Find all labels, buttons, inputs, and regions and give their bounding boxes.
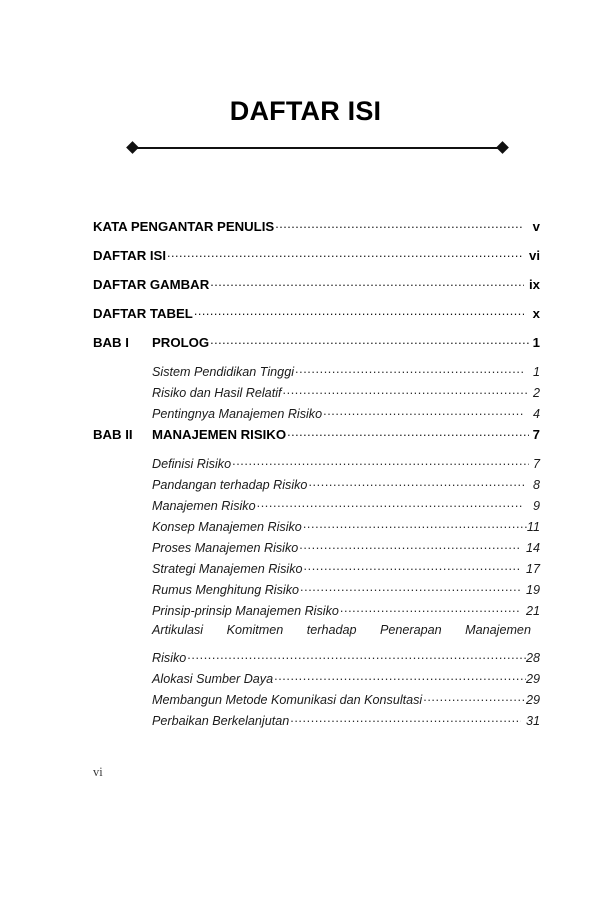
toc-row-subentry[interactable] [93, 670, 540, 691]
dot-leader [423, 691, 526, 704]
toc-entry-page: 14 [525, 540, 540, 555]
dot-leader [187, 649, 526, 662]
toc-row-front-matter[interactable] [93, 305, 540, 334]
toc-row-subentry[interactable] [93, 497, 540, 518]
dot-leader [167, 247, 524, 260]
toc-row-subentry-wrapped-line1[interactable] [93, 623, 540, 649]
toc-row-subentry[interactable] [93, 405, 540, 426]
chapter-number: BAB II [93, 427, 133, 443]
toc-entry-page: 29 [525, 671, 540, 686]
toc-entry-page: 1 [532, 335, 540, 351]
toc-entry-label: Konsep Manajemen Risiko [152, 519, 302, 534]
toc-entry-label: Membangun Metode Komunikasi dan Konsultasi [152, 692, 423, 707]
toc-entry-page: 19 [525, 582, 540, 597]
wrapped-entry-words [152, 623, 540, 637]
toc-entry-label: Pentingnya Manajemen Risiko [152, 406, 323, 421]
toc-entry-page: 9 [532, 498, 540, 513]
dot-leader [275, 218, 524, 231]
toc-row-subentry[interactable] [93, 691, 540, 712]
dot-leader [274, 670, 526, 683]
wrapped-word: Artikulasi [152, 623, 204, 637]
toc-entry-page: 29 [525, 692, 540, 707]
page-title: DAFTAR ISI [229, 96, 382, 126]
diamond-right-icon [496, 141, 509, 154]
toc-entry-page: 7 [532, 456, 540, 471]
toc-row-subentry[interactable] [93, 712, 540, 733]
toc-entry-page: x [532, 306, 540, 322]
dot-leader [295, 363, 524, 376]
toc-row-subentry[interactable] [93, 476, 540, 497]
dot-leader [290, 712, 521, 725]
toc-entry-label: Proses Manajemen Risiko [152, 540, 299, 555]
dot-leader [210, 334, 529, 347]
toc-row-front-matter[interactable] [93, 247, 540, 276]
toc-entry-label: Pandangan terhadap Risiko [152, 477, 308, 492]
toc-entry-label: Risiko [152, 650, 187, 665]
wrapped-word: Manajemen [465, 623, 531, 637]
toc-entry-label: Risiko dan Hasil Relatif [152, 385, 282, 400]
wrapped-word: terhadap [306, 623, 357, 637]
toc-row-subentry[interactable] [93, 384, 540, 405]
toc-entry-label: KATA PENGANTAR PENULIS [93, 219, 275, 235]
toc-entry-label: Strategi Manajemen Risiko [152, 561, 303, 576]
toc-row-subentry[interactable] [93, 581, 540, 602]
divider-rule [135, 147, 500, 149]
toc-row-subentry[interactable] [93, 560, 540, 581]
toc-entry-label: Rumus Menghitung Risiko [152, 582, 299, 597]
toc-row-subentry[interactable] [93, 602, 540, 623]
toc-row-subentry[interactable] [93, 518, 540, 539]
dot-leader [323, 405, 524, 418]
dot-leader [283, 384, 530, 397]
toc-entry-page: 21 [525, 603, 540, 618]
dot-leader [210, 276, 524, 289]
toc-entry-label: Definisi Risiko [152, 456, 232, 471]
toc-entry-label: DAFTAR TABEL [93, 306, 193, 322]
toc-entry-label: DAFTAR ISI [93, 248, 167, 264]
toc-entry-label: Sistem Pendidikan Tinggi [152, 364, 294, 379]
toc-entry-label: Perbaikan Berkelanjutan [152, 713, 290, 728]
toc-row-subentry[interactable] [93, 455, 540, 476]
ornament-divider [128, 141, 507, 155]
wrapped-word: Penerapan [380, 623, 442, 637]
dot-leader [194, 305, 524, 318]
dot-leader [303, 518, 527, 531]
chapter-title: PROLOG [152, 335, 210, 351]
toc-entry-page: 8 [532, 477, 540, 492]
toc-entry-page: v [532, 219, 540, 235]
dot-leader [287, 426, 529, 439]
toc-entry-label: Alokasi Sumber Daya [152, 671, 274, 686]
toc-entry-label: DAFTAR GAMBAR [93, 277, 210, 293]
toc-entries [93, 218, 540, 733]
chapter-number: BAB I [93, 335, 129, 351]
toc-row-chapter[interactable] [93, 426, 540, 455]
dot-leader [300, 581, 521, 594]
toc-entry-page: 1 [532, 364, 540, 379]
dot-leader [304, 560, 521, 573]
dot-leader [340, 602, 521, 615]
toc-entry-page: 4 [532, 406, 540, 421]
toc-row-chapter[interactable] [93, 334, 540, 363]
dot-leader [299, 539, 521, 552]
toc-entry-page: ix [529, 277, 540, 293]
toc-row-subentry-wrapped-line2[interactable] [93, 649, 540, 670]
toc-entry-page: 7 [532, 427, 540, 443]
wrapped-word: Komitmen [226, 623, 284, 637]
dot-leader [308, 476, 524, 489]
chapter-title: MANAJEMEN RISIKO [152, 427, 287, 443]
toc-entry-label: Prinsip-prinsip Manajemen Risiko [152, 603, 339, 618]
dot-leader [257, 497, 524, 510]
toc-row-subentry[interactable] [93, 539, 540, 560]
toc-entry-page: 2 [532, 385, 540, 400]
dot-leader [232, 455, 529, 468]
toc-entry-page: vi [529, 248, 540, 264]
toc-entry-page: 31 [525, 713, 540, 728]
toc-entry-page: 28 [525, 650, 540, 665]
toc-row-front-matter[interactable] [93, 276, 540, 305]
toc-entry-page: 11 [526, 519, 540, 534]
page-folio: vi [93, 765, 103, 779]
toc-entry-page: 17 [525, 561, 540, 576]
toc-entry-label: Manajemen Risiko [152, 498, 256, 513]
toc-row-subentry[interactable] [93, 363, 540, 384]
toc-row-front-matter[interactable] [93, 218, 540, 247]
